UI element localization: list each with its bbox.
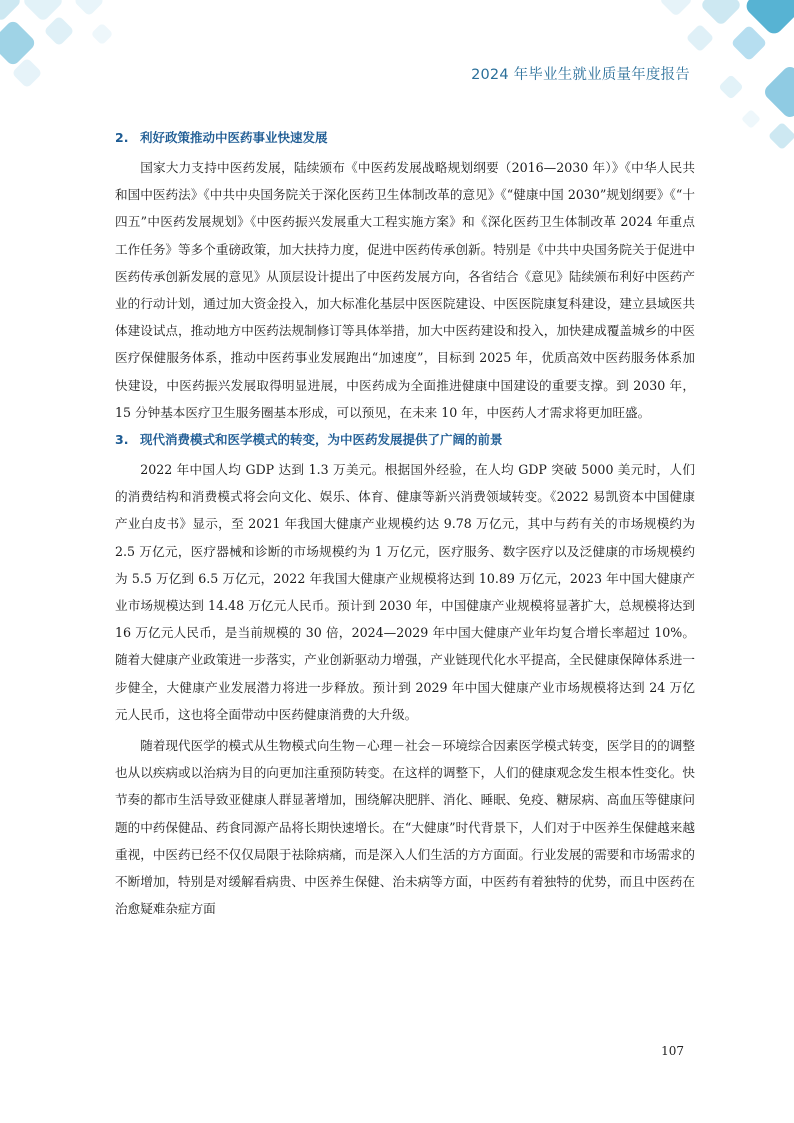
- deco-tile: [743, 0, 794, 37]
- section-title: 现代消费模式和医学模式的转变，为中医药发展提供了广阔的前景: [140, 432, 503, 448]
- page-number: 107: [661, 1044, 684, 1058]
- deco-tile: [741, 109, 761, 129]
- deco-tile: [718, 74, 743, 99]
- body-paragraph: 国家大力支持中医药发展，陆续颁布《中医药发展战略规划纲要（2016—2030 年）》《中华人民共和国中医药法》《中共中央国务院关于深化医药卫生体制改革的意见》《“健康中国 2030”规划纲要》《“十四五”中医药发展规划》《中医药振兴发展重大工程实施方案》和《深化医药卫生体制改革 2024 年重点工作任务》等多个重磅政策，加大扶持力度，促进中医药传承创新。特别是《中共中央国务院关于促进中医药传承创新发展的意见》从顶层设计提出了中医药发展方向，各省结合《意见》陆续颁布利好中医药产业的行动计划，通过加大资金投入，加大标准化基层中医医院建设、中医医院康复科建设，建立县域医共体建设试点，推动地方中医药法规制修订等具体举措，加大中医药建设和投入，加快建成覆盖城乡的中医医疗保健服务体系，推动中医药事业发展跑出“加速度”，目标到 2025 年，优质高效中医药服务体系加快建设，中医药振兴发展取得明显进展，中医药成为全面推进健康中国建设的重要支撑。到 2030 年，15 分钟基本医疗卫生服务圈基本形成，可以预见，在未来 10 年，中医药人才需求将更加旺盛。: [115, 160, 695, 420]
- deco-tile: [43, 15, 74, 46]
- deco-tile: [0, 0, 22, 22]
- deco-tile: [659, 0, 693, 17]
- deco-tile: [91, 23, 114, 46]
- deco-tile: [22, 0, 64, 22]
- deco-tile: [700, 0, 742, 26]
- deco-tile: [686, 24, 714, 52]
- deco-tile: [11, 57, 42, 88]
- body-paragraph: 随着现代医学的模式从生物模式向生物－心理－社会－环境综合因素医学模式转变，医学目的的调整也从以疾病或以治病为目的向更加注重预防转变。在这样的调整下，人们的健康观念发生根本性变化。快节奏的都市生活导致亚健康人群显著增加，围绕解决肥胖、消化、睡眠、免疫、糖尿病、高血压等健康问题的中药保健品、药食同源产品将长期快速增长。在“大健康”时代背景下，人们对于中医养生保健越来越重视，中医药已经不仅仅局限于祛除病痛，而是深入人们生活的方方面面。行业发展的需要和市场需求的不断增加，特别是对缓解看病贵、中医养生保健、治未病等方面，中医药有着独特的优势，而且中医药在治愈疑难杂症方面: [115, 738, 695, 917]
- body-paragraph: 2022 年中国人均 GDP 达到 1.3 万美元。根据国外经验，在人均 GDP 突破 5000 美元时，人们的消费结构和消费模式将会向文化、娱乐、体育、健康等新兴消费领域转变。《2022 易凯资本中国健康产业白皮书》显示，至 2021 年我国大健康产业规模约达 9.78 万亿元，其中与药有关的市场规模约为 2.5 万亿元，医疗器械和诊断的市场规模约为 1 万亿元，医疗服务、数字医疗以及泛健康的市场规模约为 5.5 万亿到 6.5 万亿元，2022 年我国大健康产业规模将达到 10.89 万亿元，2023 年中国大健康产业市场规模达到 14.48 万亿元人民币。预计到 2030 年，中国健康产业规模将显著扩大，总规模将达到 16 万亿元人民币，是当前规模的 30 倍，2024—2029 年中国大健康产业年均复合增长率超过 10%。随着大健康产业政策进一步落实，产业创新驱动力增强，产业链现代化水平提高，全民健康保障体系进一步健全，大健康产业发展潜力将进一步释放。预计到 2029 年中国大健康产业市场规模将达到 24 万亿元人民币，这也将全面带动中医药健康消费的大升级。: [115, 462, 695, 722]
- section-number: 2.: [115, 130, 129, 145]
- main-content: [115, 128, 695, 926]
- deco-tile: [762, 64, 794, 121]
- section-number: 3.: [115, 432, 129, 448]
- section-heading: [115, 128, 695, 148]
- deco-tile: [0, 19, 37, 67]
- deco-tile: [768, 122, 794, 150]
- deco-tile: [731, 25, 768, 62]
- deco-tile: [73, 0, 104, 17]
- section-heading: [115, 430, 695, 450]
- report-header-title: 2024 年毕业生就业质量年度报告: [471, 67, 690, 83]
- section-title: 利好政策推动中医药事业快速发展: [140, 130, 328, 145]
